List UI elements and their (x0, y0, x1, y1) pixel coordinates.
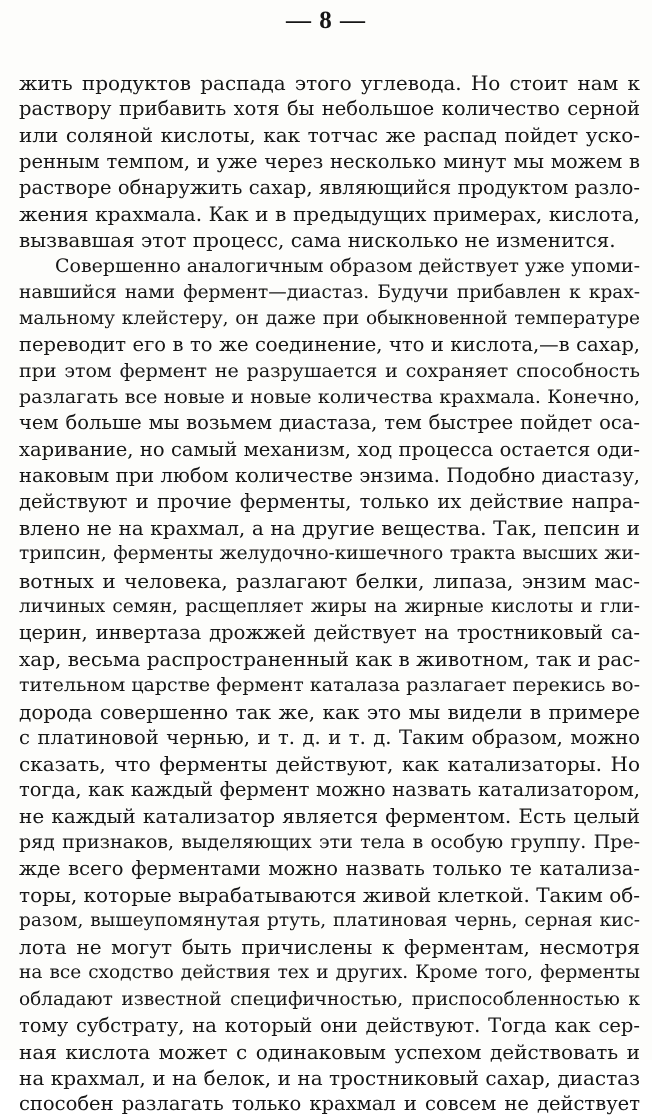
text-line: дорода совершенно так же, как это мы видели в примере (19, 699, 640, 724)
text-line: навшийся нами фермент—диастаз. Будучи прибавлен к крах- (19, 281, 640, 303)
text-line: жения крахмала. Как и в предыдущих примерах, кислота, (19, 201, 640, 226)
text-line: раствору прибавить хотя бы небольшое количество серной (19, 97, 640, 121)
text-line: торы, которые вырабатываются живой клеткой. Таким об- (19, 882, 640, 907)
text-line: с платиновой чернью, и т. д. и т. д. Таким образом, можно (19, 725, 640, 749)
text-line: переводит его в то же соединение, что и кислота,—в сахар, (19, 332, 640, 356)
text-line: тительном царстве фермент каталаза разлагает перекись во- (19, 674, 640, 697)
text-line: церин, инвертаза дрожжей действует на тростниковый са- (19, 620, 640, 644)
text-line: разом, вышеупомянутая ртуть, платиновая чернь, серная кис- (19, 910, 640, 931)
text-line: растворе обнаружить сахар, являющийся продуктом разло- (19, 175, 640, 199)
text-line: сказать, что ферменты действуют, как катализаторы. Но (19, 751, 640, 776)
text-line: тому субстрату, на который они действуют. Тогда как сер- (19, 1013, 640, 1037)
text-line: трипсин, ферменты желудочно-кишечного тракта высших жи- (19, 543, 640, 565)
text-line: или соляной кислоты, как тотчас же распад пойдет уско- (19, 123, 640, 148)
text-line: жить продуктов распада этого углевода. Но стоит нам к (19, 71, 640, 95)
text-line: чем больше мы возьмем диастаза, тем быстрее пойдет оса- (19, 411, 640, 435)
text-line: при этом фермент не разрушается и сохраняет способность (19, 360, 640, 383)
text-line: на все сходство действия тех и других. Кроме того, ферменты (19, 962, 640, 984)
text-line: личиных семян, расщепляет жиры на жирные кислоты и гли- (19, 595, 640, 617)
text-line: вотных и человека, разлагают белки, липаза, энзим мас- (19, 568, 640, 593)
text-line: не каждый катализатор является ферментом. Есть целый (19, 804, 640, 829)
text-line: на крахмал, и на белок, и на тростниковый сахар, диастаз (19, 1066, 640, 1091)
text-line: ренным темпом, и уже через несколько минут мы можем в (19, 149, 640, 173)
text-line: способен разлагать только крахмал и совсем не действует (19, 1092, 640, 1116)
text-line: ная кислота может с одинаковым успехом действовать и (19, 1039, 640, 1064)
page-number: — 8 — (286, 7, 366, 34)
text-line: харивание, но самый механизм, ход процесса остается оди- (19, 437, 640, 461)
text-line: действуют и прочие ферменты, только их действие напра- (19, 490, 640, 513)
text-line: тогда, как каждый фермент можно назвать катализатором, (19, 778, 640, 802)
text-line: влено не на крахмал, а на другие вещества. Так, пепсин и (19, 516, 640, 541)
text-line: Совершенно аналогичным образом действует уже упоми- (55, 255, 640, 278)
text-line: хар, весьма распространенный как в животном, так и рас- (19, 647, 640, 672)
text-line: ряд признаков, выделяющих эти тела в особую группу. Пре- (19, 831, 640, 854)
text-line: наковым при любом количестве энзима. Подобно диастазу, (19, 463, 640, 487)
text-line: жде всего ферментами можно назвать только те катализа- (19, 856, 640, 880)
text-line: лота не могут быть причислены к ферментам, несмотря (19, 935, 640, 960)
text-line: разлагать все новые и новые количества крахмала. Конечно, (19, 386, 640, 409)
text-line: обладают известной специфичностью, приспособленностью к (19, 988, 640, 1010)
text-line: вызвавшая этот процесс, сама нисколько не изменится. (19, 228, 616, 253)
body-text (19, 70, 640, 1118)
text-line: мальному клейстеру, он даже при обыкновенной температуре (19, 307, 640, 329)
